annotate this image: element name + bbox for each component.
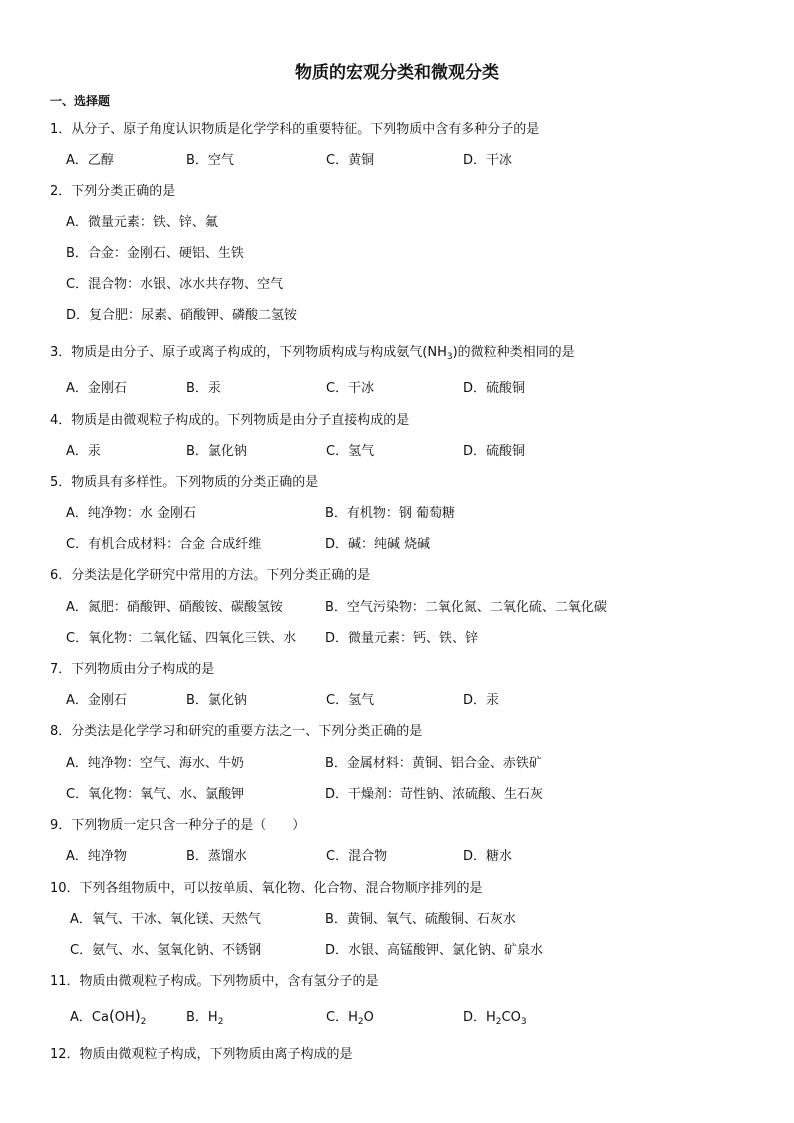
q6-option-d: D．微量元素：钙、铁、锌 — [325, 631, 479, 646]
q10-option-a: A．氧气、干冰、氧化镁、天然气 — [70, 912, 261, 927]
q6-option-a: A．氮肥：硝酸钾、硝酸铵、碳酸氢铵 — [66, 600, 283, 615]
q1-option-a: A．乙醇 — [66, 153, 114, 168]
q9-option-c: C．混合物 — [326, 849, 388, 864]
q11-d-subscript-1: 2 — [495, 1017, 502, 1027]
q11-a-close-paren: ) — [134, 1007, 141, 1025]
q7-option-c: C．氢气 — [326, 693, 375, 708]
q11-a-subscript: 2 — [140, 1017, 147, 1027]
q11-a-group: OH — [114, 1010, 135, 1025]
q11-c-label: C．H — [326, 1010, 358, 1025]
q6-option-c: C．氧化物：二氧化锰、四氧化三铁、水 — [66, 631, 297, 646]
q11-option-a — [70, 1006, 146, 1027]
question-9-stem: 9．下列物质一定只含一种分子的是（ ） — [50, 818, 306, 833]
q8-option-a: A．纯净物：空气、海水、牛奶 — [66, 756, 244, 771]
q2-option-a: A．微量元素：铁、锌、氟 — [66, 215, 218, 230]
q11-d-label: D．H — [463, 1010, 496, 1025]
q11-a-label: A．Ca — [70, 1010, 109, 1025]
q10-option-d: D．水银、高锰酸钾、氯化钠、矿泉水 — [325, 943, 544, 958]
question-10-stem: 10．下列各组物质中，可以按单质、氧化物、化合物、混合物顺序排列的是 — [50, 881, 483, 896]
q11-b-label: B．H — [186, 1010, 218, 1025]
question-5-stem: 5．物质具有多样性。下列物质的分类正确的是 — [50, 475, 319, 490]
question-2-stem: 2．下列分类正确的是 — [50, 184, 176, 199]
q2-option-d: D．复合肥：尿素、硝酸钾、磷酸二氢铵 — [66, 308, 298, 323]
q11-d-mid: CO — [501, 1010, 521, 1025]
question-11-stem: 11．物质由微观粒子构成。下列物质中，含有氢分子的是 — [50, 974, 379, 989]
question-3-stem — [50, 341, 575, 362]
q11-c-tail: O — [363, 1010, 374, 1025]
q3-stem-subscript: 3 — [446, 352, 453, 362]
q5-option-c: C．有机合成材料：合金 合成纤维 — [66, 537, 262, 552]
q2-option-b: B．合金：金刚石、硬铝、生铁 — [66, 246, 244, 261]
q10-option-b: B．黄铜、氧气、硫酸铜、石灰水 — [325, 912, 516, 927]
question-4-stem: 4．物质是由微观粒子构成的。下列物质是由分子直接构成的是 — [50, 413, 410, 428]
q4-option-a: A．汞 — [66, 444, 101, 459]
q9-option-d: D．糖水 — [463, 849, 513, 864]
question-1-stem: 1．从分子、原子角度认识物质是化学学科的重要特征。下列物质中含有多种分子的是 — [50, 122, 540, 137]
q4-option-b: B．氯化钠 — [186, 444, 247, 459]
q5-option-a: A．纯净物：水 金刚石 — [66, 506, 197, 521]
q8-option-b: B．金属材料：黄铜、铝合金、赤铁矿 — [325, 756, 542, 771]
q1-option-c: C．黄铜 — [326, 153, 375, 168]
page-title: 物质的宏观分类和微观分类 — [295, 63, 499, 83]
q5-option-d: D．碱：纯碱 烧碱 — [325, 537, 431, 552]
q11-option-c — [326, 1006, 374, 1027]
q3-option-c: C．干冰 — [326, 381, 375, 396]
q1-option-b: B．空气 — [186, 153, 234, 168]
q4-option-c: C．氢气 — [326, 444, 375, 459]
q2-option-c: C．混合物：水银、冰水共存物、空气 — [66, 277, 284, 292]
q7-option-b: B．氯化钠 — [186, 693, 247, 708]
question-8-stem: 8．分类法是化学学习和研究的重要方法之一、下列分类正确的是 — [50, 724, 423, 739]
q8-option-d: D．干燥剂：苛性钠、浓硫酸、生石灰 — [325, 787, 544, 802]
q6-option-b: B．空气污染物：二氧化氮、二氧化硫、二氧化碳 — [325, 600, 607, 615]
question-7-stem: 7．下列物质由分子构成的是 — [50, 662, 215, 677]
q7-option-a: A．金刚石 — [66, 693, 127, 708]
q11-a-open-paren: ( — [108, 1007, 115, 1025]
q1-option-d: D．干冰 — [463, 153, 513, 168]
q8-option-c: C．氧化物：氧气、水、氯酸钾 — [66, 787, 245, 802]
q3-option-a: A．金刚石 — [66, 381, 127, 396]
q11-option-b — [186, 1006, 223, 1027]
question-6-stem: 6．分类法是化学研究中常用的方法。下列分类正确的是 — [50, 568, 371, 583]
q11-d-subscript-2: 3 — [520, 1017, 527, 1027]
q3-option-b: B．汞 — [186, 381, 221, 396]
q9-option-a: A．纯净物 — [66, 849, 127, 864]
q11-option-d — [463, 1006, 527, 1027]
q9-option-b: B．蒸馏水 — [186, 849, 247, 864]
q3-stem-part1: 3．物质是由分子、原子或离子构成的，下列物质构成与构成氨气(NH — [50, 345, 447, 360]
q3-stem-part2: )的微粒种类相同的是 — [452, 345, 575, 360]
q10-option-c: C．氨气、水、氢氧化钠、不锈钢 — [70, 943, 262, 958]
section-heading: 一、选择题 — [50, 94, 111, 108]
q4-option-d: D．硫酸铜 — [463, 444, 526, 459]
q11-c-subscript: 2 — [357, 1017, 364, 1027]
q7-option-d: D．汞 — [463, 693, 500, 708]
q5-option-b: B．有机物：钢 葡萄糖 — [325, 506, 456, 521]
q11-b-subscript: 2 — [217, 1017, 224, 1027]
question-12-stem: 12．物质由微观粒子构成，下列物质由离子构成的是 — [50, 1047, 353, 1062]
q3-option-d: D．硫酸铜 — [463, 381, 526, 396]
